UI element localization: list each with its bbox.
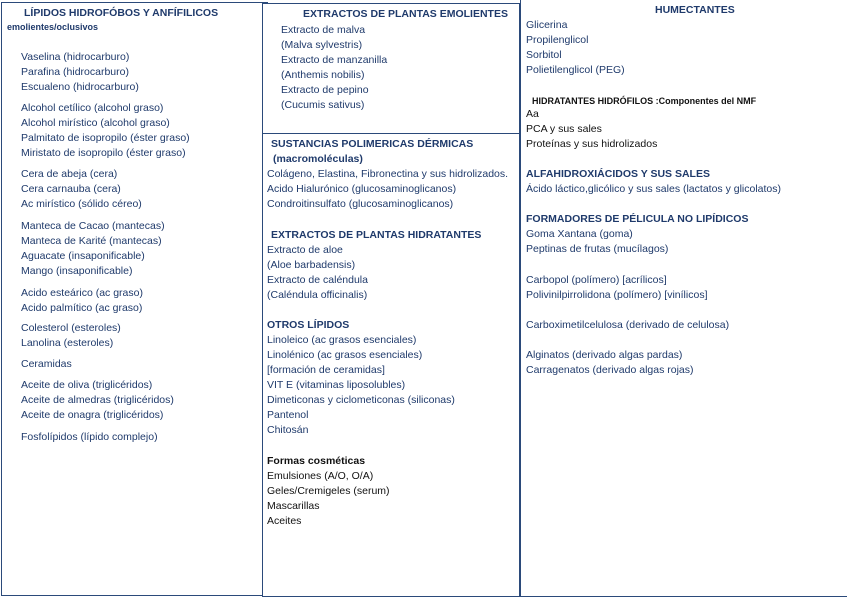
list-item: Aceite de onagra (triglicéridos) xyxy=(21,409,164,421)
list-item: Carbopol (polímero) [acrílicos] xyxy=(526,274,667,286)
list-item: Acido Hialurónico (glucosaminoglicanos) xyxy=(267,183,457,195)
list-item: Lanolina (esteroles) xyxy=(21,337,114,349)
polymers-subtitle: (macromoléculas) xyxy=(273,153,363,165)
other-lipids-title: OTROS LÍPIDOS xyxy=(267,319,350,331)
list-item: Aa xyxy=(526,108,539,120)
list-item: Geles/Cremigeles (serum) xyxy=(267,485,390,497)
list-item: Escualeno (hidrocarburo) xyxy=(21,81,139,93)
list-item: (Cucumis sativus) xyxy=(281,99,365,111)
list-item: Manteca de Cacao (mantecas) xyxy=(21,220,165,232)
list-item: Linoleico (ac grasos esenciales) xyxy=(267,334,417,346)
list-item: (Caléndula officinalis) xyxy=(267,289,368,301)
list-item: Palmitato de isopropilo (éster graso) xyxy=(21,132,190,144)
list-item: PCA y sus sales xyxy=(526,123,602,135)
list-item: Extracto de aloe xyxy=(267,244,343,256)
list-item: Extracto de pepino xyxy=(281,84,369,96)
list-item: VIT E (vitaminas liposolubles) xyxy=(267,379,406,391)
hydrating-extracts-title: EXTRACTOS DE PLANTAS HIDRATANTES xyxy=(271,229,482,241)
list-item: Aguacate (insaponificable) xyxy=(21,250,145,262)
list-item: Carboximetilcelulosa (derivado de celulosa) xyxy=(526,319,730,331)
list-item: Alcohol mirístico (alcohol graso) xyxy=(21,117,170,129)
list-item: Ácido láctico,glicólico y sus sales (lactatos y glicolatos) xyxy=(526,183,782,195)
list-item: Cera carnauba (cera) xyxy=(21,183,121,195)
list-item: Polietilenglicol (PEG) xyxy=(526,64,625,76)
list-item: Proteínas y sus hidrolizados xyxy=(526,138,658,150)
list-item: Manteca de Karité (mantecas) xyxy=(21,235,162,247)
list-item: Cera de abeja (cera) xyxy=(21,168,118,180)
lipids-subtitle: emolientes/oclusivos xyxy=(7,22,99,32)
list-item: Colesterol (esteroles) xyxy=(21,322,121,334)
list-item: Aceite de almedras (triglicéridos) xyxy=(21,394,174,406)
list-item: Extracto de caléndula xyxy=(267,274,368,286)
list-item: Aceite de oliva (triglicéridos) xyxy=(21,379,153,391)
list-item: Pantenol xyxy=(267,409,309,421)
list-item: Peptinas de frutas (mucílagos) xyxy=(526,243,669,255)
list-item: Emulsiones (A/O, O/A) xyxy=(267,470,374,482)
list-item: [formación de ceramidas] xyxy=(267,364,385,376)
humectants-title: HUMECTANTES xyxy=(655,4,735,16)
list-item: Aceites xyxy=(267,515,302,527)
list-item: (Aloe barbadensis) xyxy=(267,259,356,271)
nmf-title: HIDRATANTES HIDRÓFILOS :Componentes del NMF xyxy=(532,96,757,106)
list-item: Alginatos (derivado algas pardas) xyxy=(526,349,683,361)
list-item: Acido esteárico (ac graso) xyxy=(21,287,143,299)
list-item: Vaselina (hidrocarburo) xyxy=(21,51,130,63)
list-item: Ac mirístico (sólido céreo) xyxy=(21,198,142,210)
lipids-title: LÍPIDOS HIDROFÓBOS Y ANFÍFILICOS xyxy=(24,7,219,19)
list-item: Alcohol cetílico (alcohol graso) xyxy=(21,102,164,114)
list-item: Polivinilpirrolidona (polímero) [vinílicos] xyxy=(526,289,708,301)
list-item: Ceramidas xyxy=(21,358,72,370)
list-item: Dimeticonas y ciclometiconas (siliconas) xyxy=(267,394,455,406)
polymers-title: SUSTANCIAS POLIMERICAS DÉRMICAS xyxy=(271,138,474,150)
list-item: (Malva sylvestris) xyxy=(281,39,363,51)
list-item: Propilenglicol xyxy=(526,34,589,46)
list-item: Goma Xantana (goma) xyxy=(526,228,633,240)
list-item: (Anthemis nobilis) xyxy=(281,69,365,81)
list-item: Miristato de isopropilo (éster graso) xyxy=(21,147,186,159)
list-item: Acido palmítico (ac graso) xyxy=(21,302,143,314)
aha-title: ALFAHIDROXIÁCIDOS Y SUS SALES xyxy=(526,168,710,180)
cosmetic-forms-title: Formas cosméticas xyxy=(267,455,366,467)
film-formers-title: FORMADORES DE PÉLICULA NO LIPÍDICOS xyxy=(526,213,749,225)
list-item: Mascarillas xyxy=(267,500,320,512)
list-item: Fosfolípidos (lípido complejo) xyxy=(21,431,158,443)
list-item: Chitosán xyxy=(267,424,309,436)
list-item: Extracto de manzanilla xyxy=(281,54,388,66)
list-item: Colágeno, Elastina, Fibronectina y sus hidrolizados. xyxy=(267,168,509,180)
list-item: Carragenatos (derivado algas rojas) xyxy=(526,364,694,376)
list-item: Sorbitol xyxy=(526,49,562,61)
list-item: Glicerina xyxy=(526,19,568,31)
list-item: Linolénico (ac grasos esenciales) xyxy=(267,349,423,361)
list-item: Extracto de malva xyxy=(281,24,366,36)
list-item: Mango (insaponificable) xyxy=(21,265,133,277)
list-item: Condroitinsulfato (glucosaminoglicanos) xyxy=(267,198,454,210)
list-item: Parafina (hidrocarburo) xyxy=(21,66,129,78)
emollient-extracts-title: EXTRACTOS DE PLANTAS EMOLIENTES xyxy=(303,8,508,20)
